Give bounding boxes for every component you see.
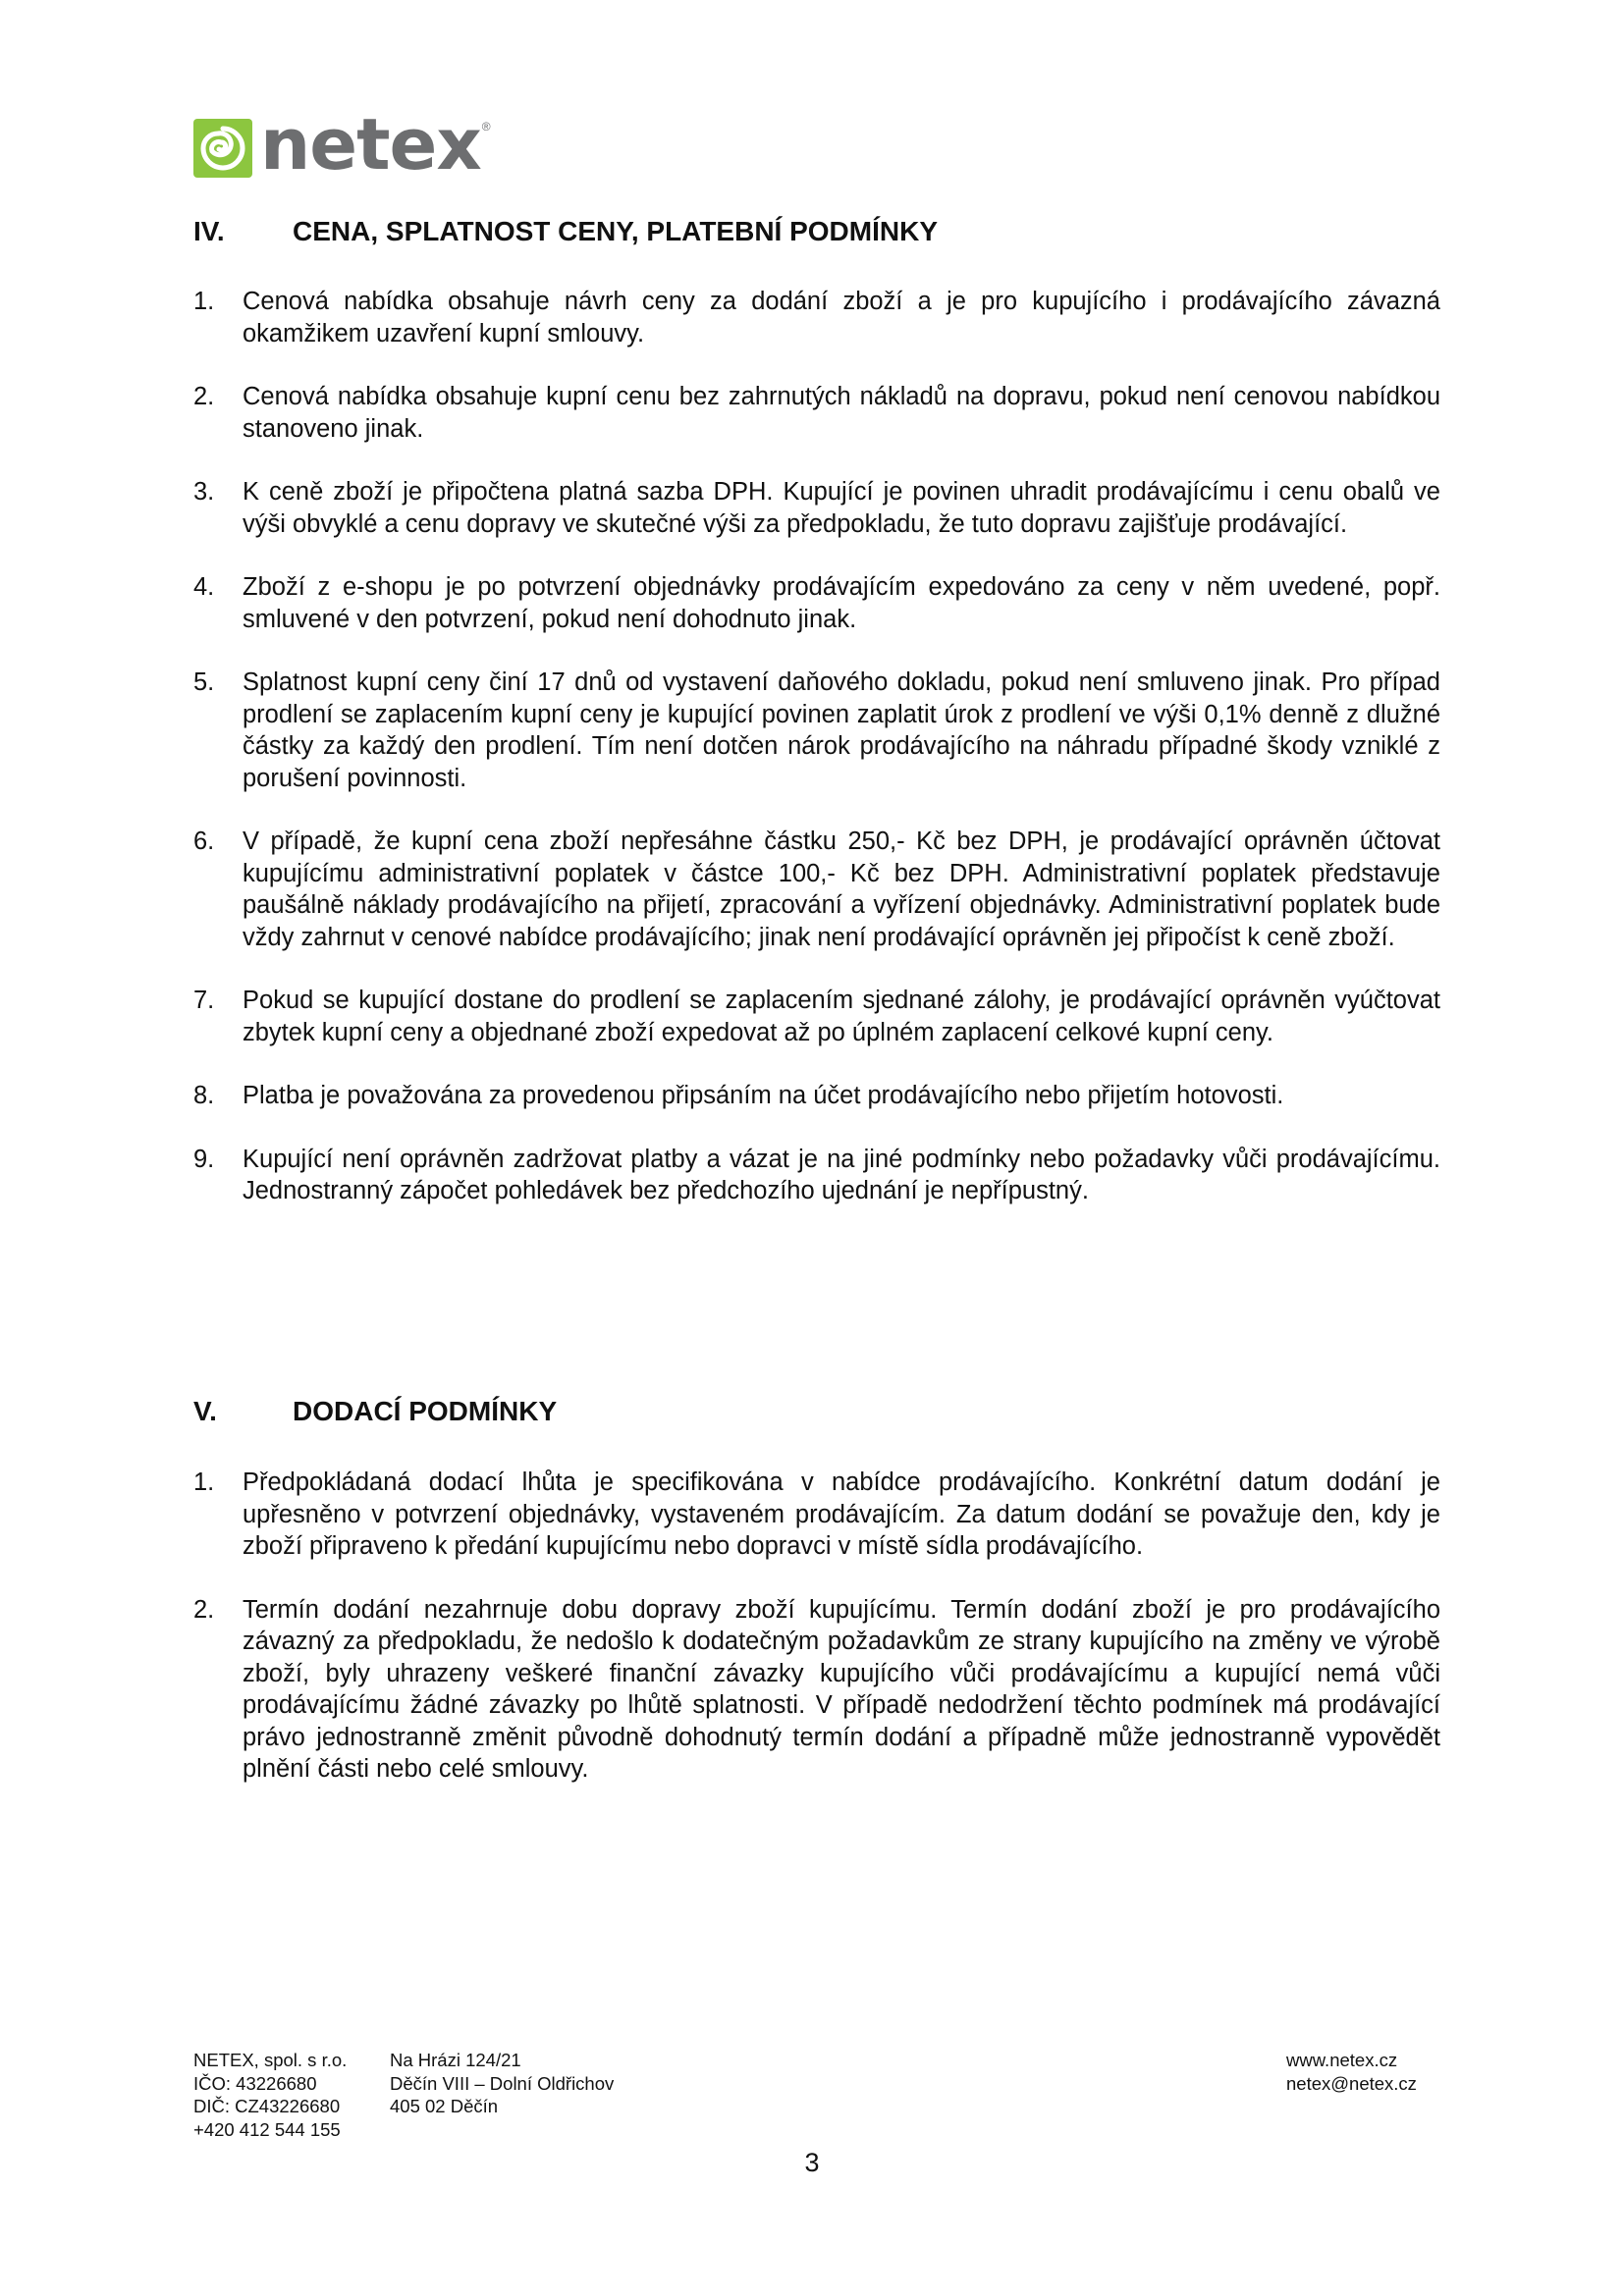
section-heading xyxy=(193,1394,1440,1429)
address-city: 405 02 Děčín xyxy=(390,2096,499,2116)
section-number: V. xyxy=(193,1396,217,1426)
email-link[interactable]: netex@netex.cz xyxy=(1286,2072,1417,2094)
section-items xyxy=(193,1467,1440,1786)
list-item xyxy=(193,826,1440,953)
address-street: Na Hrázi 124/21 xyxy=(390,2050,521,2070)
list-item xyxy=(193,381,1440,445)
address-district: Děčín VIII – Dolní Oldřichov xyxy=(390,2072,615,2094)
registered-mark: ® xyxy=(481,120,491,133)
list-item xyxy=(193,985,1440,1048)
item-number: 2. xyxy=(193,1595,215,1624)
item-number: 1. xyxy=(193,1468,215,1496)
item-number: 6. xyxy=(193,828,215,855)
item-number: 7. xyxy=(193,987,215,1014)
item-number: 4. xyxy=(193,573,215,601)
website-link[interactable]: www.netex.cz xyxy=(1286,2050,1398,2070)
netex-logo xyxy=(193,103,491,186)
footer-company xyxy=(193,2049,347,2141)
item-text: Platba je považována za provedenou připsáním na účet prodávajícího nebo přijetím hotovosti. xyxy=(243,1082,1284,1109)
item-text: Cenová nabídka obsahuje návrh ceny za dodání zboží a je pro kupujícího i prodávajícího závazná okamžikem uzavření kupní smlouvy. xyxy=(243,288,1440,347)
item-text: V případě, že kupní cena zboží nepřesáhne částku 250,- Kč bez DPH, je prodávající oprávněn účtovat kupujícímu administrativní poplatek v částce 100,- Kč bez DPH. Administrativní poplatek představuje paušálně náklady prodávajícího na přijetí, zpracování a vyřízení objednávky. Administrativní poplatek bude vždy zahrnut v cenové nabídce prodávajícího; jinak není prodávající oprávněn jej připočíst k ceně zboží. xyxy=(243,828,1440,951)
item-text: Pokud se kupující dostane do prodlení se zaplacením sjednané zálohy, je prodávající oprávněn vyúčtovat zbytek kupní ceny a objednané zboží expedovat až po úplném zaplacení celkové kupní ceny. xyxy=(243,987,1440,1046)
item-text: Kupující není oprávněn zadržovat platby a vázat je na jiné podmínky nebo požadavky vůči prodávajícímu. Jednostranný zápočet pohledávek bez předchozího ujednání je nepřípustný. xyxy=(243,1145,1440,1204)
item-text: K ceně zboží je připočtena platná sazba DPH. Kupující je povinen uhradit prodávajícímu i cenu obalů ve výši obvyklé a cenu dopravy ve skutečné výši za předpokladu, že tuto dopravu zajišťuje prodávající. xyxy=(243,478,1440,538)
section-number: IV. xyxy=(193,216,225,246)
item-text: Předpokládaná dodací lhůta je specifikována v nabídce prodávajícího. Konkrétní datum dodání je upřesněno v potvrzení objednávky, vystaveném prodávajícím. Za datum dodání se považuje den, kdy je zboží připraveno k předání kupujícímu nebo dopravci v místě sídla prodávajícího. xyxy=(243,1468,1440,1560)
section-items xyxy=(193,286,1440,1207)
item-number: 3. xyxy=(193,478,215,506)
list-item xyxy=(193,1144,1440,1207)
section-delivery xyxy=(193,1394,1440,1786)
section-price-payment xyxy=(193,214,1440,1207)
item-number: 5. xyxy=(193,668,215,696)
item-number: 8. xyxy=(193,1082,215,1109)
section-title: CENA, SPLATNOST CENY, PLATEBNÍ PODMÍNKY xyxy=(293,216,939,246)
item-number: 2. xyxy=(193,383,215,410)
list-item xyxy=(193,667,1440,794)
logo-wordmark: netex xyxy=(260,103,481,186)
list-item xyxy=(193,476,1440,540)
footer-contact xyxy=(1286,2049,1417,2095)
item-text: Cenová nabídka obsahuje kupní cenu bez zahrnutých nákladů na dopravu, pokud není cenovou nabídkou stanoveno jinak. xyxy=(243,383,1440,443)
page-number: 3 xyxy=(804,2148,820,2177)
item-text: Splatnost kupní ceny činí 17 dnů od vystavení daňového dokladu, pokud není smluveno jinak. Pro případ prodlení se zaplacením kupní ceny je kupující povinen zaplatit úrok z prodlení ve výši 0,1% denně z dlužné částky za každý den prodlení. Tím není dotčen nárok prodávajícího na náhradu případné škody vzniklé z porušení povinnosti. xyxy=(243,668,1440,792)
item-number: 1. xyxy=(193,288,215,315)
section-title: DODACÍ PODMÍNKY xyxy=(293,1396,558,1426)
list-item xyxy=(193,1080,1440,1112)
company-phone: +420 412 544 155 xyxy=(193,2118,341,2140)
company-ico: IČO: 43226680 xyxy=(193,2072,317,2094)
section-heading xyxy=(193,214,1440,249)
list-item xyxy=(193,571,1440,635)
company-name: NETEX, spol. s r.o. xyxy=(193,2050,348,2070)
company-dic: DIČ: CZ43226680 xyxy=(193,2096,341,2116)
netex-spiral-icon xyxy=(193,119,252,178)
list-item xyxy=(193,286,1440,349)
item-text: Zboží z e-shopu je po potvrzení objednávky prodávajícím expedováno za ceny v něm uvedené, popř. smluvené v den potvrzení, pokud není dohodnuto jinak. xyxy=(243,573,1440,633)
list-item xyxy=(193,1467,1440,1563)
list-item xyxy=(193,1594,1440,1786)
footer-address xyxy=(390,2049,614,2118)
item-number: 9. xyxy=(193,1145,215,1173)
item-text: Termín dodání nezahrnuje dobu dopravy zboží kupujícímu. Termín dodání zboží je pro prodávajícího závazný za předpokladu, že nedošlo k dodatečným požadavkům ze strany kupujícího na změny ve výrobě zboží, byly uhrazeny veškeré finanční závazky kupujícího vůči prodávajícímu a kupující nemá vůči prodávajícímu žádné závazky po lhůtě splatnosti. V případě nedodržení těchto podmínek má prodávající právo jednostranně změnit původně dohodnutý termín dodání a případně může jednostranně vypovědět plnění části nebo celé smlouvy. xyxy=(243,1595,1440,1783)
